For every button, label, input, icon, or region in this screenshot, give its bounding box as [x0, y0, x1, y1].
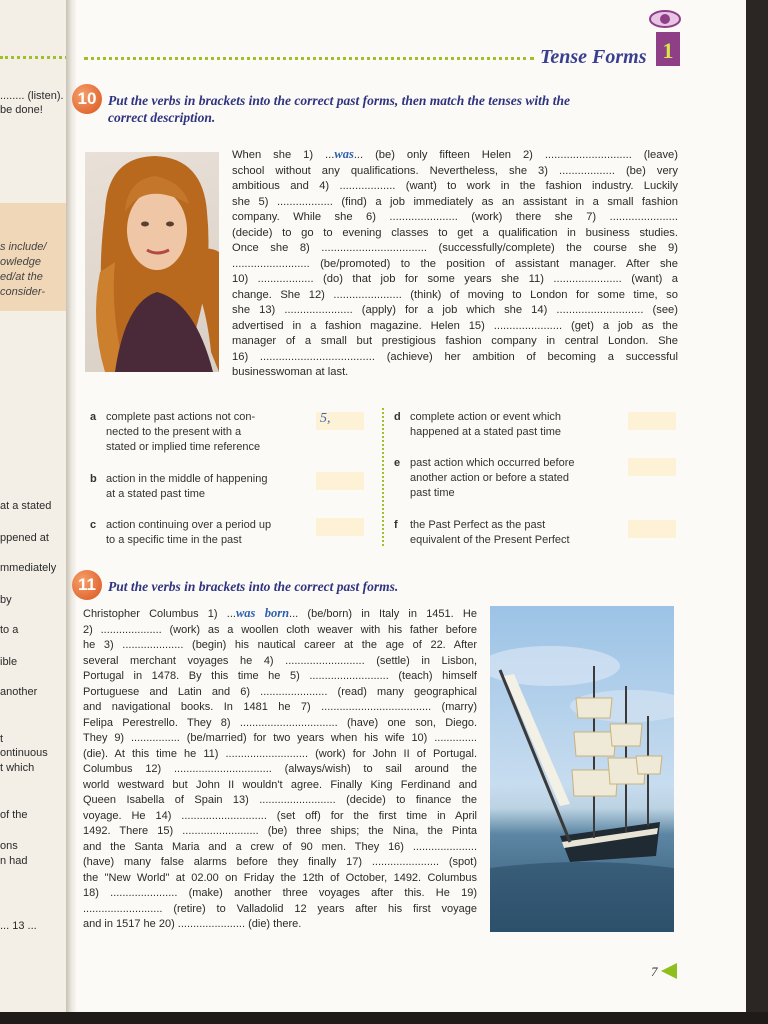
text-line: [83, 793, 477, 809]
text-line: [83, 716, 477, 732]
option-text: [106, 518, 271, 548]
text-line: [83, 623, 477, 639]
left-page-text: ... 13 ...: [0, 920, 37, 932]
option-line: complete action or event which: [410, 411, 562, 423]
line-text: businesswoman at last.: [232, 366, 349, 378]
text-line: [83, 855, 477, 871]
ship-photo: [490, 606, 674, 932]
line-text: Queen Isabella of Spain 13) ......................... (decide) to finance the: [83, 794, 477, 806]
line-text: he 3) .................... (begin) his nautical career at the age of 22. After: [83, 639, 477, 651]
left-page-text: ible: [0, 656, 18, 668]
instruction-line: Put the verbs in brackets into the correct past forms, then match the tenses with the: [108, 93, 571, 108]
line-text: advertised in a fashion magazine. Helen 15) ...................... (get) a job as the: [232, 319, 678, 332]
line-text: They 9) ................ (be/married) for two years when his wife 10) ..............: [83, 732, 477, 744]
line-text: and in 1517 he 20) ...................... (die) there.: [83, 918, 302, 930]
textbook-page: [76, 0, 746, 1012]
woman-photo: [85, 152, 219, 372]
left-page-text: by: [0, 594, 12, 606]
note-line: consider-: [0, 286, 46, 298]
left-page-text: at a stated: [0, 500, 52, 512]
left-page-text: ppened at: [0, 532, 49, 544]
text-line: [83, 638, 477, 654]
background-edge: [0, 1012, 768, 1024]
option-letter: e: [394, 457, 401, 469]
left-page-text: mmediately: [0, 562, 57, 574]
line-text: (die). At this time he 11) ........................... (work) for John II of Portugal.: [83, 747, 477, 760]
left-page-text: ons: [0, 840, 18, 852]
left-page-text: be done!: [0, 104, 43, 116]
exercise-10-text: [232, 147, 678, 381]
text-line: [232, 195, 678, 211]
left-page-text: of the: [0, 809, 28, 821]
option-line: action continuing over a period up: [106, 519, 272, 531]
text-line: [232, 319, 678, 335]
line-text: Felipa Perestrello. They 8) ................................ (have) one son, Diego.: [83, 716, 477, 729]
answer-box-c[interactable]: [316, 518, 364, 536]
line-text: ... (be) only fifteen Helen 2) ............................ (leave): [353, 149, 678, 161]
text-line: [232, 303, 678, 319]
text-line: [83, 654, 477, 670]
text-line: [232, 147, 678, 164]
option-line: nected to the present with a: [106, 426, 242, 438]
example-answer: was born: [235, 606, 290, 620]
option-text: [106, 472, 267, 502]
option-e: [394, 456, 614, 501]
line-text: 16) ..................................... (achieve) her ambition of becoming a successful: [232, 350, 678, 363]
exercise-10-instruction: [108, 92, 668, 126]
text-line: [232, 334, 678, 350]
page-arrow-icon: [661, 963, 677, 979]
text-line: [83, 902, 477, 918]
note-line: owledge: [0, 256, 41, 268]
text-line: [232, 365, 678, 381]
exercise-11-instruction: Put the verbs in brackets into the correct past forms.: [108, 579, 399, 594]
line-text: school without any qualifications. Nevertheless, she 3) .................. (be) very: [232, 164, 678, 177]
text-line: [232, 288, 678, 304]
option-line: complete past actions not con-: [106, 411, 256, 423]
note-line: ed/at the: [0, 271, 43, 283]
exercise-11-badge: 11: [72, 570, 102, 600]
line-text: Once she 8) .................................. (successfully/complete) the course she 9): [232, 242, 678, 254]
option-letter: c: [90, 519, 97, 531]
sailing-ship-illustration: [490, 606, 674, 932]
option-line: past action which occurred before: [410, 457, 575, 469]
line-text: Christopher Columbus 1) ...: [83, 608, 236, 620]
option-line: another action or before a stated: [410, 472, 569, 484]
text-line: [83, 762, 477, 778]
option-letter: d: [394, 411, 401, 423]
text-line: [83, 606, 477, 623]
option-line: the Past Perfect as the past: [410, 519, 546, 531]
handwritten-answer: 5,: [320, 411, 331, 426]
line-text: Portugal in 1478. By this time he 5) .......................... (teach) himself: [83, 670, 477, 682]
line-text: Columbus 12) ................................ (always/wish) to sail around the: [83, 763, 477, 775]
text-line: [83, 840, 477, 856]
left-page-note-box: [0, 203, 68, 311]
left-page-text: t which: [0, 762, 35, 774]
left-page-text: to a: [0, 624, 19, 636]
option-text: [410, 518, 570, 548]
option-text: [106, 410, 260, 455]
text-line: [232, 241, 678, 257]
answer-box-d[interactable]: [628, 412, 676, 430]
text-line: [83, 700, 477, 716]
line-text: 18) ...................... (make) another three voyages after this. He 19): [83, 887, 477, 899]
answer-box-b[interactable]: [316, 472, 364, 490]
line-text: and the Santa Maria and a crew of 90 men. They 16) .....................: [83, 840, 477, 853]
text-line: [83, 669, 477, 685]
line-text: (decide) to go to evening classes to get a qualification in business studies.: [232, 226, 678, 239]
option-c: [90, 518, 310, 548]
line-text: she 5) .................. (find) a job immediately as an assistant in a small fashion: [232, 195, 678, 208]
line-text: Portuguese and Latin and 6) ...................... (read) many geographical: [83, 685, 477, 698]
option-line: stated or implied time reference: [106, 441, 261, 453]
page-title: Tense Forms: [540, 46, 647, 68]
text-line: [83, 809, 477, 825]
answer-box-f[interactable]: [628, 520, 676, 538]
left-page-text: t: [0, 733, 4, 745]
text-line: [232, 210, 678, 226]
option-text: [410, 456, 574, 501]
example-answer: was: [334, 147, 354, 161]
line-text: company. While she 6) ...................... (work) there she 7) ......................: [232, 211, 678, 223]
option-line: at a stated past time: [106, 488, 206, 500]
left-page-text: ontinuous: [0, 747, 48, 759]
text-line: [83, 886, 477, 902]
woman-illustration: [85, 152, 219, 372]
exercise-10-badge: 10: [72, 84, 102, 114]
line-text: the "New World" at 02.00 on Friday the 12th of October, 1492. Columbus: [83, 871, 477, 884]
line-text: ambitious and 4) .................. (want) to work in the fashion industry. Luckily: [232, 180, 678, 192]
line-text: several merchant voyages he 4) .......................... (settle) in Lisbon,: [83, 654, 477, 667]
left-page-text: another: [0, 686, 38, 698]
text-line: [232, 350, 678, 366]
left-page-fragment: [0, 0, 70, 1012]
line-text: (have) many false alarms before they finally 17) ...................... (spot): [83, 856, 477, 868]
text-line: [83, 685, 477, 701]
option-a: [90, 410, 310, 455]
background-edge: [746, 0, 768, 1012]
text-line: [83, 778, 477, 794]
line-text: .......................... (retire) to Valladolid 12 years after his first voyage: [83, 902, 477, 915]
option-d: [394, 410, 614, 440]
text-line: [83, 747, 477, 763]
option-letter: b: [90, 473, 97, 485]
line-text: ......................... (be/promoted) to the position of assistant manager. After she: [232, 257, 678, 270]
option-line: happened at a stated past time: [410, 426, 562, 438]
text-line: [83, 824, 477, 840]
line-text: 1492. There 15) ......................... (be) three ships; the Nina, the Pinta: [83, 825, 477, 837]
instruction-line: correct description.: [108, 110, 216, 125]
text-line: [232, 179, 678, 195]
option-f: [394, 518, 614, 548]
left-page-divider: [0, 56, 68, 59]
line-text: change. She 12) ...................... (think) of moving to London for some time, so: [232, 288, 678, 301]
text-line: [232, 164, 678, 180]
line-text: she 13) ...................... (apply) for a job which she 14) ............................ (see): [232, 304, 678, 316]
line-text: manager of a small but prestigious fashion company in central London. She: [232, 335, 678, 347]
option-text: [410, 410, 561, 440]
option-line: action in the middle of happening: [106, 473, 268, 485]
text-line: [83, 731, 477, 747]
line-text: 2) .................... (work) as a woollen cloth weaver with his father before: [83, 623, 477, 636]
page-number: 7: [651, 964, 658, 979]
option-letter: a: [90, 411, 97, 423]
option-line: to a specific time in the past: [106, 534, 242, 546]
line-text: When she 1) ...: [232, 149, 335, 161]
left-page-text: ........ (listen).: [0, 90, 64, 102]
option-line: past time: [410, 487, 455, 499]
note-line: s include/: [0, 241, 47, 253]
line-text: ... (be/born) in Italy in 1451. He: [289, 608, 477, 620]
option-b: [90, 472, 310, 502]
line-text: 10) .................. (do) that job for some years she 11) ...................... (want) a: [232, 273, 678, 285]
header-divider: [84, 57, 534, 60]
option-letter: f: [394, 519, 398, 531]
text-line: [232, 226, 678, 242]
option-line: equivalent of the Present Perfect: [410, 534, 570, 546]
exercise-11-text: [83, 606, 477, 933]
line-text: world westward but John II wouldn't agree. Finally King Ferdinand and: [83, 778, 477, 791]
text-line: [232, 257, 678, 273]
unit-number-tab: 1: [656, 32, 680, 66]
options-divider: [382, 408, 384, 546]
eye-icon: [648, 8, 682, 30]
line-text: and navigational books. In 1481 he 7) .................................... (marry): [83, 701, 477, 713]
left-page-text: n had: [0, 855, 28, 867]
text-line: [232, 272, 678, 288]
line-text: voyage. He 14) ............................ (set off) for the first time in April: [83, 809, 477, 822]
text-line: [83, 917, 477, 933]
text-line: [83, 871, 477, 887]
answer-box-e[interactable]: [628, 458, 676, 476]
